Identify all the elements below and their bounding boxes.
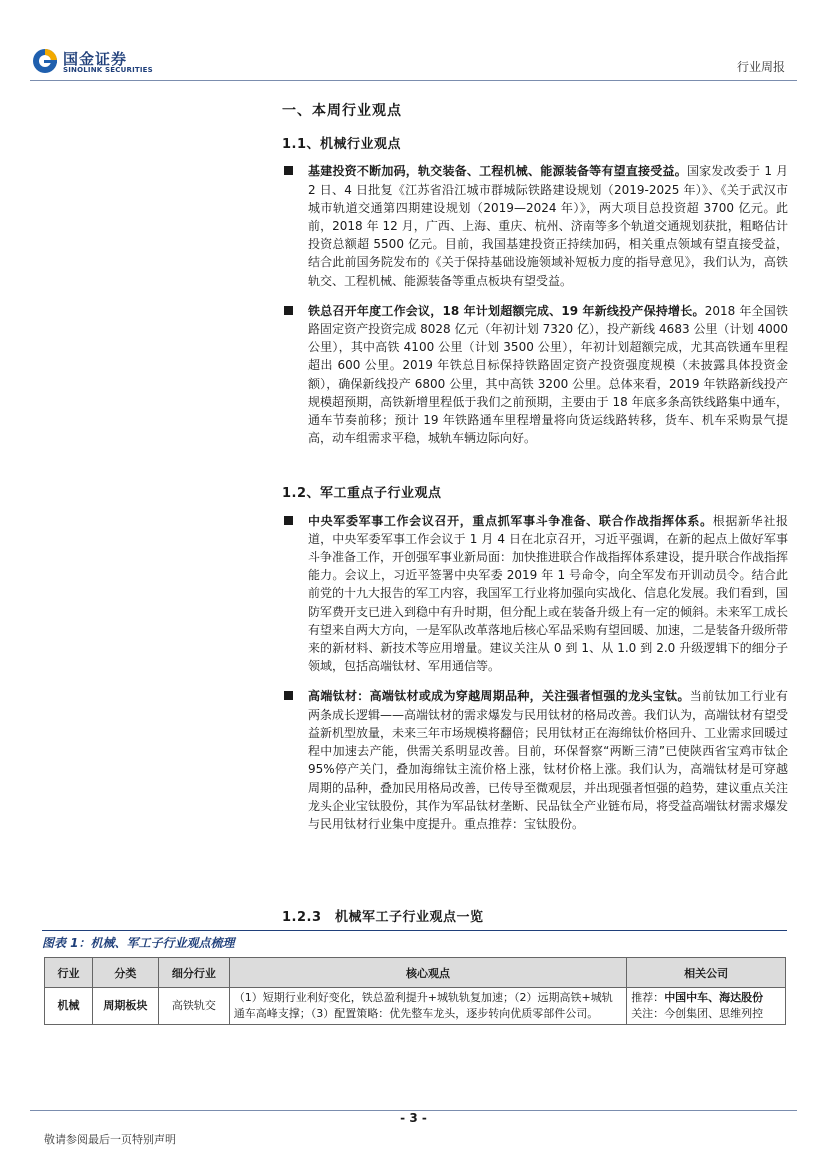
bullet-item — [282, 687, 788, 833]
cell-category: 周期板块 — [92, 988, 158, 1025]
page-number: - 3 - — [400, 1111, 427, 1125]
bullet-square-icon — [284, 306, 293, 315]
bullet-body: 国家发改委于 1 月 2 日、4 日批复《江苏省沿江城市群城际铁路建设规划（2019-2025 年）》、《关于武汉市城市轨道交通第四期建设规划（2019—2024 年）》，两大项目总投资超 3700 亿元。此前，2018 年 12 月，广西、上海、重庆、杭州、济南等多个轨道交通规划获批，粗略估计投资总额超 5500 亿元。目前，我国基建投资正持续加码，相关重点领域有望直接受益，结合此前国务院发布的《关于保持基础设施领域补短板力度的指导意见》，我们认为，高铁轨交、工程机械、能源装备等重点板块有望受益。 — [308, 164, 788, 288]
subsection-title-overview: 1.2.3 机械军工子行业观点一览 — [282, 910, 484, 925]
disclaimer-note: 敬请参阅最后一页特别声明 — [44, 1133, 176, 1146]
column-header: 分类 — [92, 958, 158, 988]
sinolink-logo — [32, 48, 162, 78]
bullet-item — [282, 162, 788, 289]
column-header: 行业 — [45, 958, 93, 988]
bullet-lead: 高端钛材：高端钛材或成为穿越周期品种，关注强者恒强的龙头宝钛。 — [308, 689, 690, 704]
bullet-body: 根据新华社报道，中央军委军事工作会议于 1 月 4 日在北京召开，习近平强调，在新的起点上做好军事斗争准备工作，开创强军事业新局面：加快推进联合作战指挥体系建设，提升联合作战指挥能力。会议上，习近平签署中央军委 2019 年 1 号命令，向全军发布开训动员令。结合此前党的十九大报告的军工内容，我国军工行业将加强向实战化、信息化发展。我们看到，国防军费开支已进入到稳中有升时期，但分配上或在装备升级上有一定的倾斜。未来军工成长有望来自两大方向，一是军队改革落地后核心军品采购有望回暖、加速，二是装备升级所带来的新材料、新技术等应用增量。建议关注从 0 到 1、从 1.0 到 2.0 升级逻辑下的细分子领域，包括高端钛材、军用通信等。 — [308, 513, 789, 674]
bullet-lead: 中央军委军事工作会议召开，重点抓军事斗争准备、联合作战指挥体系。 — [308, 513, 713, 528]
bullet-body: 当前钛加工行业有两条成长逻辑——高端钛材的需求爆发与民用钛材的格局改善。我们认为，高端钛材有望受益新机型放量，未来三年市场规模将翻倍；民用钛材正在海绵钛价格回升、工业需求回暖过程中加速去产能，供需关系明显改善。目前，环保督察“两断三清”已使陕西省宝鸡市钛企 95%停产关门，叠加海绵钛主流价格上涨，钛材价格上涨。我们认为，高端钛材是可穿越周期的品种，叠加民用格局改善，已传导至微观层，并出现强者恒强的趋势，建议重点关注龙头企业宝钛股份，其作为军品钛材垄断、民品钛全产业链布局，将受益高端钛材需求爆发与民用钛材行业集中度提升。重点推荐：宝钛股份。 — [308, 689, 789, 831]
logo-mark-icon — [32, 48, 58, 74]
bullet-body: 2018 年全国铁路固定资产投资完成 8028 亿元（年初计划 7320 亿），投产新线 4683 公里（计划 4000 公里），其中高铁 4100 公里（计划 3500 公里），年初计划超额完成，尤其高铁通车里程超出 600 公里。2019 年铁总目标保持铁路固定资产投资强度规模（未披露具体投资金额），确保新线投产 6800 公里，其中高铁 3200 公里。总体来看，2019 年铁路新线投产规模超预期，高铁新增里程低于我们之前预期，主要由于 18 年底多条高铁线路集中通车，通车节奏前移；预计 19 年铁路通车里程增量将向货运线路转移，货车、机车采购景气提高，动车组需求平稳，城轨车辆边际向好。 — [308, 303, 788, 446]
header-divider — [30, 80, 797, 81]
cell-industry: 机械 — [45, 988, 93, 1025]
bullet-item — [282, 302, 788, 448]
figure-caption: 图表 1：机械、军工子行业观点梳理 — [42, 930, 787, 951]
column-header: 相关公司 — [627, 958, 786, 988]
report-type: 行业周报 — [736, 60, 785, 74]
logo-text-en: SINOLINK SECURITIES — [63, 66, 153, 74]
bullet-lead: 铁总召开年度工作会议，18 年计划超额完成、19 年新线投产保持增长。 — [308, 303, 705, 318]
bullet-square-icon — [284, 166, 293, 175]
subsection-title-machinery: 1.1、机械行业观点 — [282, 137, 402, 153]
cell-sub-industry: 高铁轨交 — [158, 988, 229, 1025]
column-header: 核心观点 — [229, 958, 626, 988]
cell-companies — [627, 988, 786, 1025]
recommend-label: 推荐： — [631, 991, 665, 1004]
table-row — [45, 988, 786, 1025]
section-title: 一、本周行业观点 — [282, 103, 402, 119]
watched-companies: 关注：今创集团、思维列控 — [631, 1007, 764, 1020]
bullet-square-icon — [284, 691, 293, 700]
logo-text-cn: 国金证券 — [63, 50, 128, 68]
cell-core-view: （1）短期行业利好变化，铁总盈利提升+城轨轨复加速；（2）远期高铁+城轨通车高峰支撑；（3）配置策略：优先整车龙头，逐步转向优质零部件公司。 — [229, 988, 626, 1025]
bullet-item — [282, 512, 788, 676]
recommended-companies: 中国中车、海达股份 — [664, 991, 764, 1004]
subsection-title-military: 1.2、军工重点子行业观点 — [282, 486, 442, 502]
views-table — [44, 957, 786, 1025]
table-header-row — [45, 958, 786, 988]
column-header: 细分行业 — [158, 958, 229, 988]
page-header — [0, 0, 827, 84]
bullet-lead: 基建投资不断加码，轨交装备、工程机械、能源装备等有望直接受益。 — [308, 164, 687, 179]
bullet-square-icon — [284, 516, 293, 525]
main-content — [282, 100, 788, 845]
